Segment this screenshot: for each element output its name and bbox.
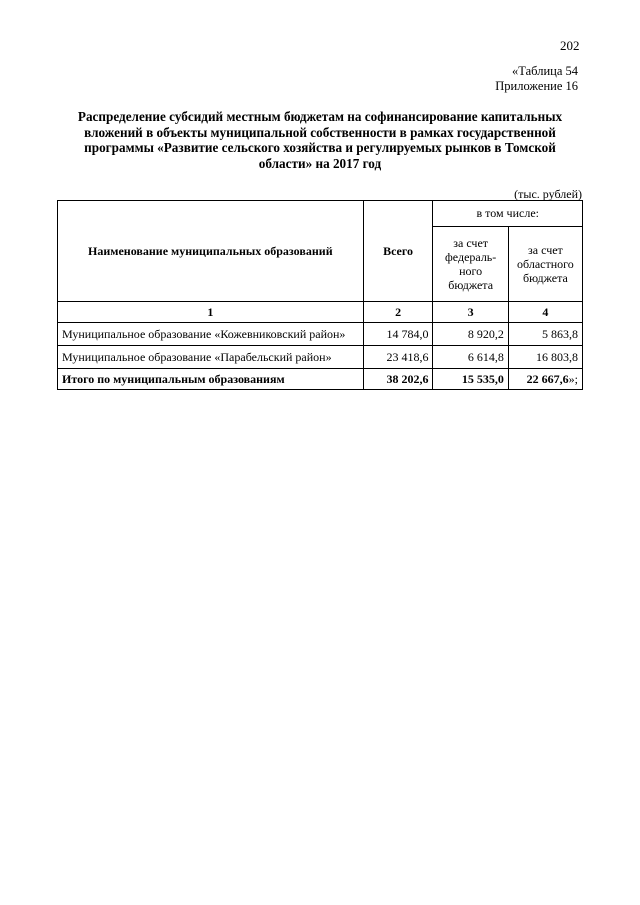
- table-row: [58, 323, 583, 346]
- total-row: [58, 369, 583, 390]
- column-number: 2: [363, 302, 433, 323]
- header-total: Всего: [363, 201, 433, 302]
- page-number: 202: [560, 38, 580, 53]
- table-row: [58, 346, 583, 369]
- subsidy-table: [57, 200, 583, 390]
- header-regional: за счет областного бюджета: [508, 226, 582, 301]
- units-label: (тыс. рублей): [514, 187, 582, 201]
- table-reference: [495, 64, 578, 94]
- federal-value: 8 920,2: [433, 323, 508, 346]
- total-value: 14 784,0: [363, 323, 433, 346]
- municipality-name: Муниципальное образование «Парабельский район»: [58, 346, 364, 369]
- federal-total-value: 15 535,0: [433, 369, 508, 390]
- municipality-name: Муниципальное образование «Кожевниковский район»: [58, 323, 364, 346]
- closing-quote: »;: [568, 371, 578, 386]
- regional-total-value: 22 667,6: [526, 371, 569, 386]
- federal-value: 6 614,8: [433, 346, 508, 369]
- document-title: Распределение субсидий местным бюджетам на софинансирование капитальных вложений в объекты муниципальной собственности в рамках государственной программы «Развитие сельского хозяйства и регулируемых рынков в Томской области» на 2017 год: [77, 109, 563, 171]
- total-label: Итого по муниципальным образованиям: [58, 369, 364, 390]
- total-value: 23 418,6: [363, 346, 433, 369]
- column-number: 4: [508, 302, 582, 323]
- header-federal: за счет федераль-ного бюджета: [433, 226, 508, 301]
- header-name: Наименование муниципальных образований: [58, 201, 364, 302]
- regional-total-cell: [508, 369, 582, 390]
- column-number: 1: [58, 302, 364, 323]
- table-header-row: [58, 201, 583, 227]
- regional-value: 5 863,8: [508, 323, 582, 346]
- table-label: «Таблица 54: [512, 64, 578, 78]
- column-number-row: [58, 302, 583, 323]
- appendix-label: Приложение 16: [495, 79, 578, 93]
- regional-value: 16 803,8: [508, 346, 582, 369]
- column-number: 3: [433, 302, 508, 323]
- grand-total-value: 38 202,6: [363, 369, 433, 390]
- header-including: в том числе:: [433, 201, 583, 227]
